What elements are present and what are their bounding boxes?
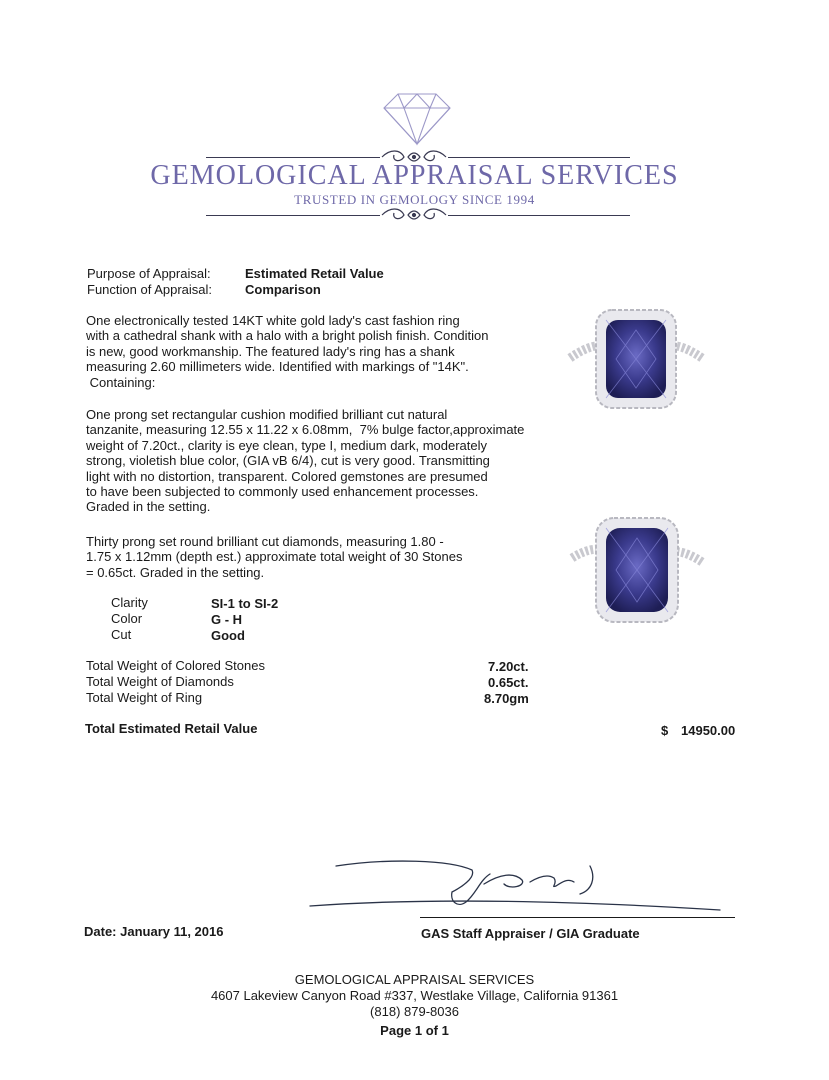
company-name: GEMOLOGICAL APPRAISAL SERVICES <box>150 160 679 191</box>
text-line: light with no distortion, transparent. Colored gemstones are presumed <box>86 468 488 484</box>
text-line: One prong set rectangular cushion modified brilliant cut natural <box>86 407 448 422</box>
total-retail-label: Total Estimated Retail Value <box>85 721 258 736</box>
footer-phone: (818) 879-8036 <box>370 1004 459 1019</box>
appraiser-title: GAS Staff Appraiser / GIA Graduate <box>421 926 640 941</box>
text-line: Containing: <box>86 374 156 390</box>
text-line: tanzanite, measuring 12.55 x 11.22 x 6.08mm, 7% bulge factor,approximate <box>86 422 525 438</box>
total-colored-label: Total Weight of Colored Stones <box>86 658 265 673</box>
text-line: strong, violetish blue color, (GIA vB 6/4), cut is very good. Transmitting <box>86 453 490 469</box>
text-line: to have been subjected to commonly used enhancement processes. <box>86 484 479 500</box>
text-line: measuring 2.60 millimeters wide. Identified with markings of "14K". <box>86 359 469 375</box>
purpose-label: Purpose of Appraisal: <box>87 266 211 281</box>
cut-value: Good <box>211 628 245 643</box>
diamonds-description <box>86 534 556 580</box>
total-diamonds-value: 0.65ct. <box>488 675 529 690</box>
appraiser-signature <box>300 848 730 918</box>
clarity-value: SI-1 to SI-2 <box>211 596 279 611</box>
currency-symbol: $ <box>661 723 669 738</box>
purpose-value: Estimated Retail Value <box>245 266 384 281</box>
text-line: Graded in the setting. <box>86 499 211 515</box>
text-line: with a cathedral shank with a halo with a bright polish finish. Condition <box>86 328 489 344</box>
total-colored-value: 7.20ct. <box>488 659 529 674</box>
ring-photo-front <box>566 300 706 418</box>
total-ring-value: 8.70gm <box>484 691 529 706</box>
footer-company: GEMOLOGICAL APPRAISAL SERVICES <box>294 972 535 987</box>
header-rule-bottom-right <box>448 215 630 216</box>
text-line: weight of 7.20ct., clarity is eye clean, type I, medium dark, moderately <box>86 437 488 453</box>
tanzanite-description <box>86 407 556 515</box>
diamond-logo-icon <box>378 92 456 146</box>
clarity-label: Clarity <box>111 595 148 610</box>
page-number: Page 1 of 1 <box>380 1023 449 1038</box>
company-tagline: TRUSTED IN GEMOLOGY SINCE 1994 <box>294 192 535 207</box>
color-label: Color <box>111 611 143 626</box>
total-ring-label: Total Weight of Ring <box>86 690 203 705</box>
text-line: = 0.65ct. Graded in the setting. <box>86 564 265 580</box>
text-line: 1.75 x 1.12mm (depth est.) approximate total weight of 30 Stones <box>86 549 463 565</box>
header-rule-bottom-left <box>206 215 380 216</box>
footer-address: 4607 Lakeview Canyon Road #337, Westlake Village, California 91361 <box>210 988 619 1003</box>
color-value: G - H <box>211 612 243 627</box>
text-line: is new, good workmanship. The featured lady's ring has a shank <box>86 343 455 359</box>
cut-label: Cut <box>111 627 132 642</box>
function-value: Comparison <box>245 282 321 297</box>
total-retail-value: 14950.00 <box>681 723 736 738</box>
appraisal-date: Date: January 11, 2016 <box>84 924 224 939</box>
header-rule-top-left <box>206 157 380 158</box>
text-line: Thirty prong set round brilliant cut diamonds, measuring 1.80 - <box>86 534 444 549</box>
ring-photo-angle <box>566 510 706 630</box>
flourish-bottom-icon <box>380 204 448 226</box>
function-label: Function of Appraisal: <box>87 282 213 297</box>
ring-description <box>86 313 556 390</box>
signature-line <box>420 917 735 918</box>
text-line: One electronically tested 14KT white gold lady's cast fashion ring <box>86 313 460 328</box>
total-diamonds-label: Total Weight of Diamonds <box>86 674 234 689</box>
header-rule-top-right <box>448 157 630 158</box>
